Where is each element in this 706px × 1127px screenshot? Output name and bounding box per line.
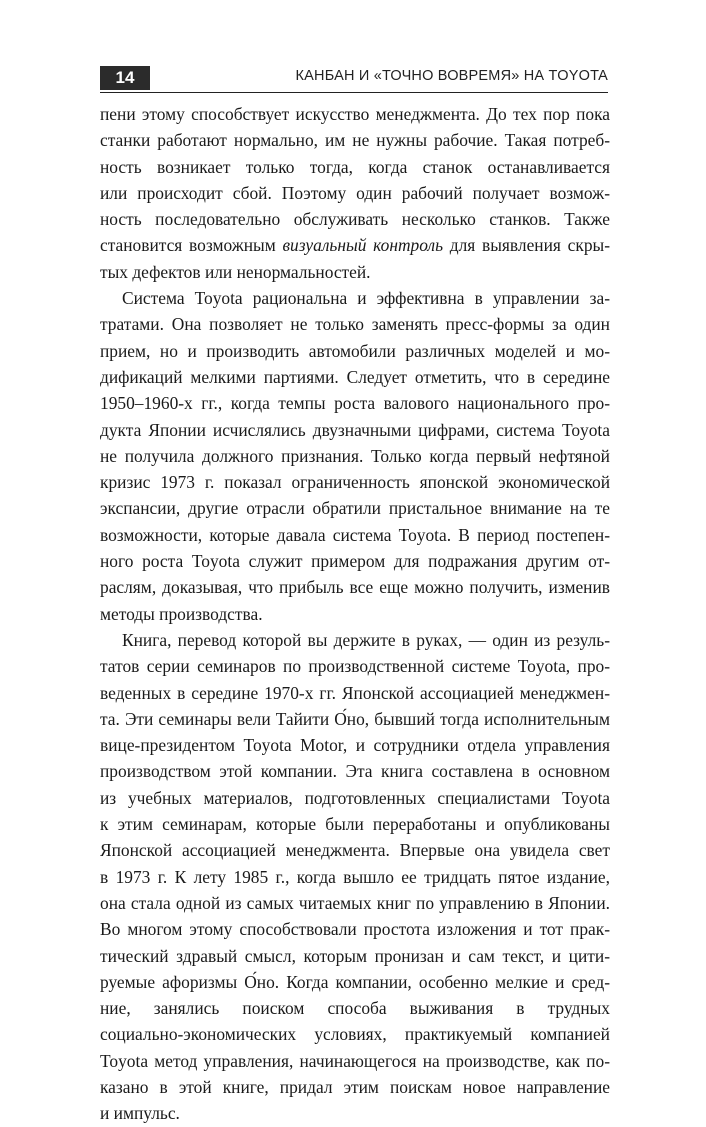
text-line: татов серии семинаров по производственной системе Toyota, про- <box>100 656 610 677</box>
text-line: Книга, перевод которой вы держите в руках, — один из резуль- <box>122 629 610 650</box>
text-line: казано в этой книге, придал этим поискам новое направление <box>100 1076 610 1097</box>
text-line: та. Эти семинары вели Тайити О́но, бывший тогда исполнительным <box>100 708 610 729</box>
text-line: ного роста Toyota служит примером для подражания другим от- <box>100 551 610 572</box>
text-line: кризис 1973 г. показал ограниченность японской экономической <box>100 472 610 493</box>
text-line: производством этой компании. Эта книга составлена в основном <box>100 761 610 782</box>
text-line: тратами. Она позволяет не только заменять пресс-формы за один <box>100 314 610 335</box>
text-line: экспансии, другие отрасли обратили пристальное внимание на те <box>100 498 610 519</box>
text-line: в 1973 г. К лету 1985 г., когда вышло ее тридцать пятое издание, <box>100 866 610 887</box>
text-line: она стала одной из самых читаемых книг по управлению в Японии. <box>100 892 610 913</box>
text-line: возможности, которые давала система Toyota. В период постепен- <box>100 524 610 545</box>
body-text <box>100 101 610 1127</box>
text-line: из учебных материалов, подготовленных специалистами Toyota <box>100 787 610 808</box>
text-line: Японской ассоциацией менеджмента. Впервые она увидела свет <box>100 840 610 861</box>
text-line: станки работают нормально, им не нужны рабочие. Такая потреб- <box>100 130 610 151</box>
text-line: методы производства. <box>100 603 263 624</box>
text-line: прием, но и производить автомобили различных моделей и мо- <box>100 340 610 361</box>
text-line: дификаций мелкими партиями. Следует отметить, что в середине <box>100 366 610 387</box>
text-line: и импульс. <box>100 1103 180 1124</box>
text-line: к этим семинарам, которые были переработаны и опубликованы <box>100 814 610 835</box>
text-line: ность возникает только тогда, когда станок останавливается <box>100 156 610 177</box>
page-number: 14 <box>100 66 150 90</box>
paragraph-3 <box>100 627 610 1127</box>
text-line: веденных в середине 1970-х гг. Японской ассоциацией менеджмен- <box>100 682 610 703</box>
text-line: тический здравый смысл, которым пронизан и сам текст, и цити- <box>100 945 610 966</box>
text-line: Toyota метод управления, начинающегося на производстве, как по- <box>100 1050 610 1071</box>
text-line: вице-президентом Toyota Motor, и сотрудники отдела управления <box>100 735 610 756</box>
paragraph-1 <box>100 101 610 285</box>
text-line: Система Toyota рациональна и эффективна в управлении за- <box>122 288 610 309</box>
running-header <box>100 66 608 93</box>
text-line: раслям, доказывая, что прибыль все еще можно получить, изменив <box>100 577 610 598</box>
text-fragment: для выявления скры- <box>442 235 610 256</box>
text-line: 1950–1960-х гг., когда темпы роста валового национального про- <box>100 393 610 414</box>
text-line: руемые афоризмы О́но. Когда компании, особенно мелкие и сред- <box>100 971 610 992</box>
paragraph-2 <box>100 285 610 627</box>
text-line: социально-экономических условиях, практикуемый компанией <box>100 1024 610 1045</box>
text-line: ность последовательно обслуживать несколько станков. Также <box>100 209 610 230</box>
text-line: не получила должного признания. Только когда первый нефтяной <box>100 445 610 466</box>
text-line: дукта Японии исчислялись двузначными цифрами, система Toyota <box>100 419 610 440</box>
text-line <box>100 232 610 258</box>
running-title: КАНБАН И «ТОЧНО ВОВРЕМЯ» НА TOYOTA <box>295 68 608 84</box>
text-line: ние, занялись поиском способа выживания в трудных <box>100 998 610 1019</box>
text-line: пени этому способствует искусство менеджмента. До тех пор пока <box>100 104 610 124</box>
text-fragment: становится возможным <box>100 235 283 256</box>
text-line: Во многом этому способствовали простота изложения и тот прак- <box>100 919 610 940</box>
text-line: тых дефектов или ненормальностей. <box>100 261 371 282</box>
italic-term: визуальный контроль <box>282 235 443 256</box>
text-line: или происходит сбой. Поэтому один рабочий получает возмож- <box>100 182 610 203</box>
